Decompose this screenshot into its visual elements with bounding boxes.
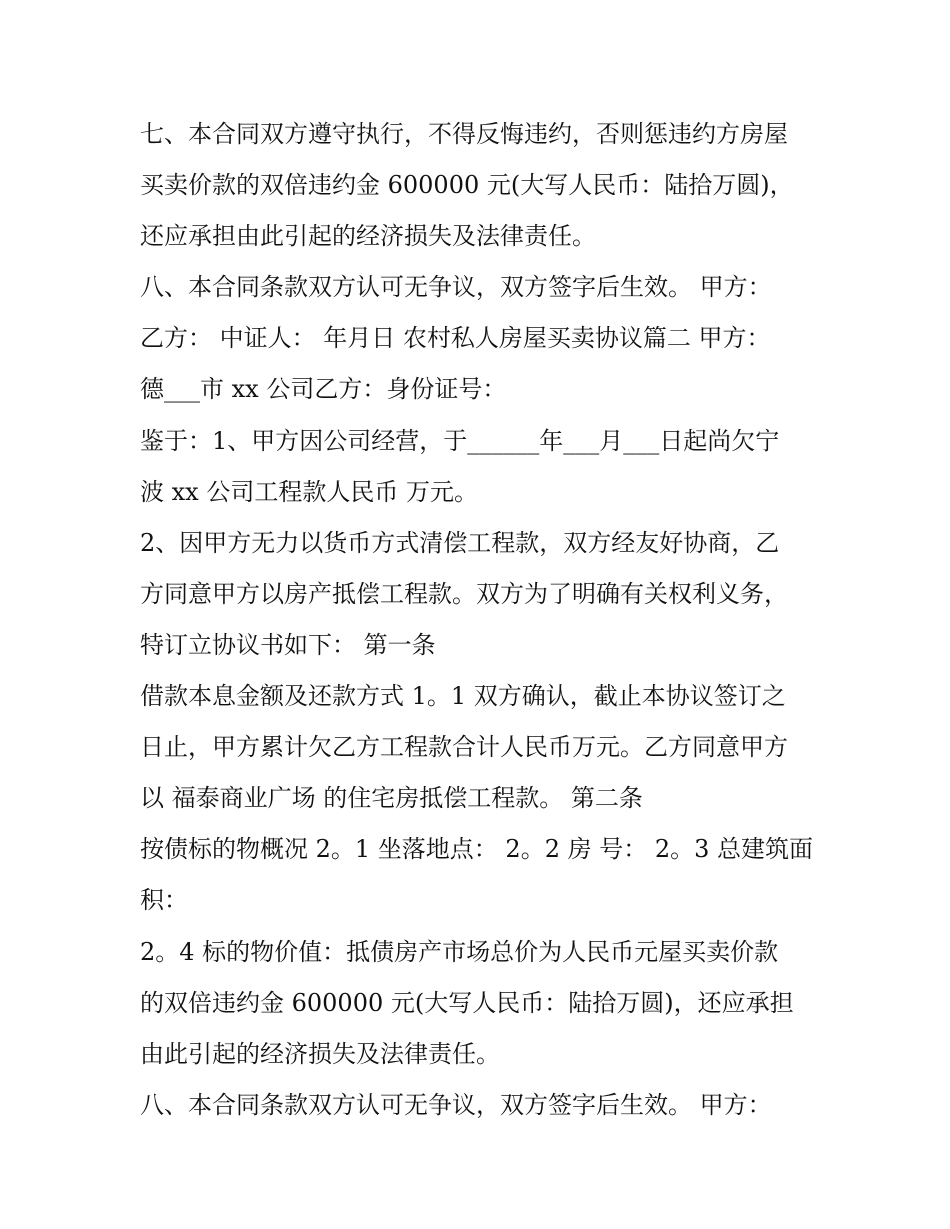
text-line: 买卖价款的双倍违约金 600000 元(大写人民币：陆拾万圆)， — [140, 171, 794, 200]
text-line: 七、本合同双方遵守执行，不得反悔违约，否则惩违约方房屋 — [140, 120, 788, 148]
text-line: 借款本息金额及还款方式 1。1 双方确认，截止本协议签订之 — [140, 682, 786, 711]
text-line: 按债标的物概况 2。1 坐落地点： 2。2 房 号： 2。3 总建筑面 — [140, 835, 814, 864]
text-line: 2、因甲方无力以货币方式清偿工程款，双方经友好协商，乙 — [140, 528, 780, 557]
text-line: 以 福泰商业广场 的住宅房抵偿工程款。 第二条 — [140, 784, 643, 813]
text-line: 积： — [140, 886, 188, 915]
text-line: 2。4 标的物价值：抵债房产市场总价为人民币元屋买卖价款 — [140, 937, 779, 966]
text-line: 乙方： 中证人： 年月日 农村私人房屋买卖协议篇二 甲方： — [140, 324, 771, 353]
text-line: 由此引起的经济损失及法律责任。 — [140, 1039, 500, 1068]
text-line: 还应承担由此引起的经济损失及法律责任。 — [140, 222, 596, 251]
text-line: 德___市 xx 公司乙方：身份证号： — [140, 375, 507, 404]
text-line: 的双倍违约金 600000 元(大写人民币：陆拾万圆)，还应承担 — [140, 988, 794, 1017]
text-line: 八、本合同条款双方认可无争议，双方签字后生效。 甲方： — [140, 1090, 772, 1119]
text-line: 特订立协议书如下： 第一条 — [140, 630, 436, 659]
document-body — [140, 109, 820, 1131]
text-line: 波 xx 公司工程款人民币 万元。 — [140, 477, 478, 506]
text-line: 方同意甲方以房产抵偿工程款。双方为了明确有关权利义务， — [140, 579, 788, 608]
text-line: 鉴于：1、甲方因公司经营，于______年___月___日起尚欠宁 — [140, 426, 780, 455]
text-line: 日止，甲方累计欠乙方工程款合计人民币万元。乙方同意甲方 — [140, 733, 788, 762]
text-line: 八、本合同条款双方认可无争议，双方签字后生效。 甲方： — [140, 273, 772, 302]
